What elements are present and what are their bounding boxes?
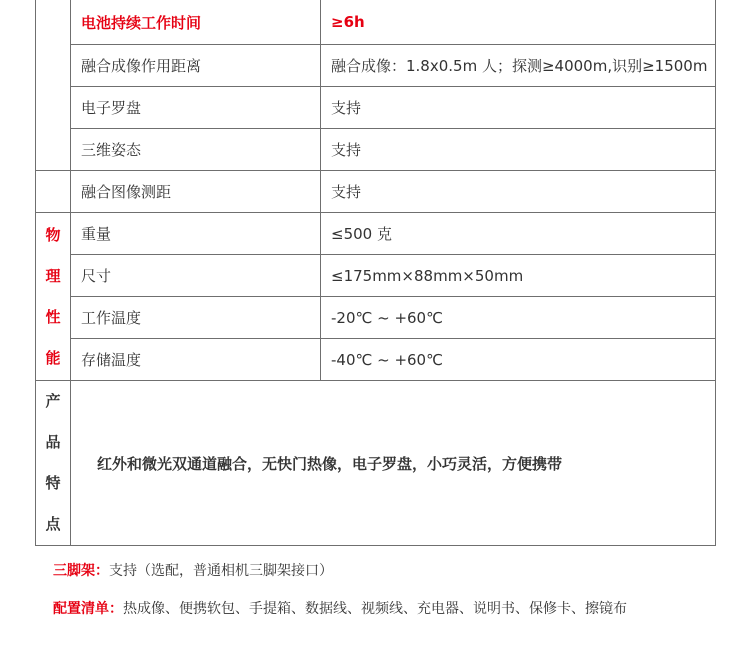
category-features xyxy=(36,381,71,546)
param-3d-attitude: 三维姿态 xyxy=(71,129,321,171)
features-cell xyxy=(71,381,716,546)
value-3d-attitude: 支持 xyxy=(321,129,716,171)
category-cell-empty xyxy=(36,171,71,213)
package-list-label: 配置清单： xyxy=(53,601,123,617)
table-row xyxy=(36,45,716,87)
value-fusion-range: 融合成像：1.8x0.5m 人；探测≥4000m,识别≥1500m xyxy=(321,45,716,87)
table-row xyxy=(36,255,716,297)
spec-table xyxy=(35,0,716,546)
table-row xyxy=(36,213,716,255)
table-row xyxy=(36,129,716,171)
param-ranging: 融合图像测距 xyxy=(71,171,321,213)
value-storage-temp: -40℃ ~ +60℃ xyxy=(321,339,716,381)
param-weight: 重量 xyxy=(71,213,321,255)
category-char: 产 xyxy=(45,392,61,410)
table-row xyxy=(36,297,716,339)
table-row xyxy=(36,0,716,45)
value-battery-life: ≥6h xyxy=(321,0,716,45)
tripod-line xyxy=(53,560,333,580)
category-char: 能 xyxy=(45,348,61,367)
param-operating-temp: 工作温度 xyxy=(71,297,321,339)
param-compass: 电子罗盘 xyxy=(71,87,321,129)
tripod-label: 三脚架： xyxy=(53,563,109,579)
category-char: 物 xyxy=(45,225,61,244)
category-physical xyxy=(36,213,71,381)
table-row xyxy=(36,87,716,129)
value-compass: 支持 xyxy=(321,87,716,129)
param-battery-life: 电池持续工作时间 xyxy=(71,0,321,45)
category-cell-empty xyxy=(36,0,71,171)
param-storage-temp: 存储温度 xyxy=(71,339,321,381)
package-list-text: 热成像、便携软包、手提箱、数据线、视频线、充电器、说明书、保修卡、擦镜布 xyxy=(123,601,627,617)
param-fusion-range: 融合成像作用距离 xyxy=(71,45,321,87)
table-row xyxy=(36,171,716,213)
param-size: 尺寸 xyxy=(71,255,321,297)
product-features-text: 红外和微光双通道融合，无快门热像，电子罗盘，小巧灵活，方便携带 xyxy=(97,454,563,473)
category-char: 点 xyxy=(45,515,61,533)
table-row xyxy=(36,339,716,381)
table-row xyxy=(36,381,716,546)
value-operating-temp: -20℃ ~ +60℃ xyxy=(321,297,716,339)
category-char: 理 xyxy=(45,266,61,285)
category-char: 性 xyxy=(45,307,61,326)
value-ranging: 支持 xyxy=(321,171,716,213)
tripod-text: 支持（选配，普通相机三脚架接口） xyxy=(109,563,333,579)
category-char: 特 xyxy=(45,474,61,492)
category-char: 品 xyxy=(45,433,61,451)
value-weight: ≤500 克 xyxy=(321,213,716,255)
value-size: ≤175mm×88mm×50mm xyxy=(321,255,716,297)
package-list-line xyxy=(53,598,627,618)
